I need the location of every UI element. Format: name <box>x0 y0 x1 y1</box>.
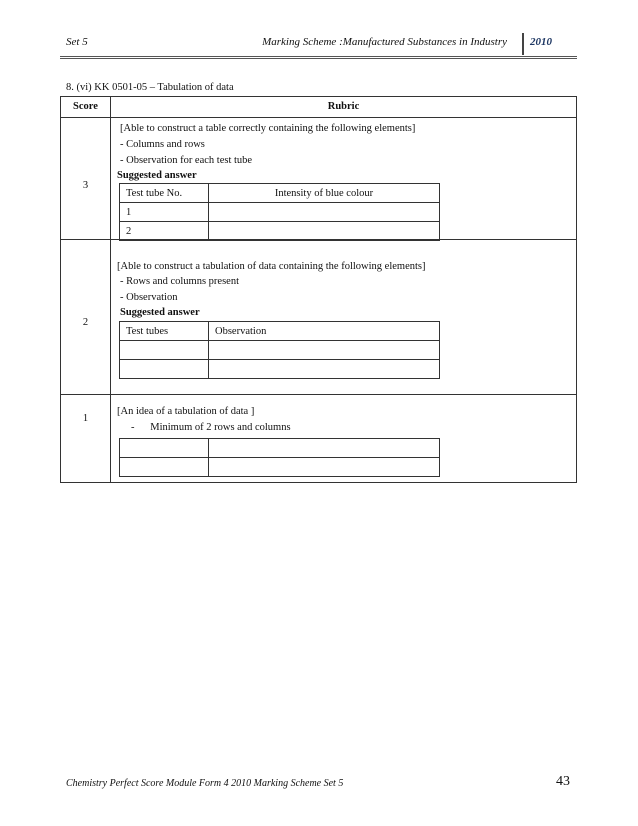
table-cell <box>120 341 209 360</box>
column-divider <box>110 97 111 482</box>
inner-table-score-2 <box>119 321 440 379</box>
table-cell: Intensity of blue colour <box>209 184 440 203</box>
question-title: 8. (vi) KK 0501-05 – Tabulation of data <box>66 82 234 93</box>
rubric-line: - Columns and rows <box>120 139 205 150</box>
score-3: 3 <box>82 180 89 191</box>
table-cell <box>120 360 209 379</box>
table-cell: 1 <box>120 203 209 222</box>
table-cell <box>120 439 209 458</box>
header-set-label: Set 5 <box>66 36 88 48</box>
header-title: Marking Scheme :Manufactured Substances in Industry <box>262 36 507 48</box>
table-cell: Test tube No. <box>120 184 209 203</box>
table-cell <box>120 458 209 477</box>
score-1: 1 <box>82 413 89 424</box>
inner-table-score-3 <box>119 183 440 241</box>
table-cell: Test tubes <box>120 322 209 341</box>
rubric-line: - Minimum of 2 rows and columns <box>131 422 291 433</box>
rubric-line: [An idea of a tabulation of data ] <box>117 406 255 417</box>
table-cell <box>209 203 440 222</box>
header-rule-top <box>60 56 577 57</box>
rubric-line: - Observation for each test tube <box>120 155 253 166</box>
score-2: 2 <box>82 317 89 328</box>
table-cell <box>209 458 440 477</box>
table-cell <box>209 439 440 458</box>
table-cell <box>209 341 440 360</box>
column-header-rubric: Rubric <box>327 101 360 112</box>
rubric-table <box>60 96 577 483</box>
header-year: 2010 <box>530 36 552 48</box>
rubric-line: - Rows and columns present <box>120 276 239 287</box>
suggested-answer-label: Suggested answer <box>120 307 200 318</box>
page-number: 43 <box>556 774 570 789</box>
table-cell <box>209 222 440 241</box>
header-row-line <box>61 117 576 118</box>
header-divider <box>522 33 524 55</box>
suggested-answer-label: Suggested answer <box>117 170 197 181</box>
inner-table-score-1 <box>119 438 440 477</box>
rubric-line: - Observation <box>120 292 178 303</box>
rubric-line: [Able to construct a table correctly containing the following elements] <box>120 123 416 134</box>
table-cell: 2 <box>120 222 209 241</box>
table-cell <box>209 360 440 379</box>
row-line-2 <box>61 394 576 395</box>
table-cell: Observation <box>209 322 440 341</box>
header-rule-bottom <box>60 58 577 59</box>
column-header-score: Score <box>73 101 98 112</box>
rubric-line: [Able to construct a tabulation of data containing the following elements] <box>117 261 426 272</box>
footer-text: Chemistry Perfect Score Module Form 4 2010 Marking Scheme Set 5 <box>66 778 344 789</box>
